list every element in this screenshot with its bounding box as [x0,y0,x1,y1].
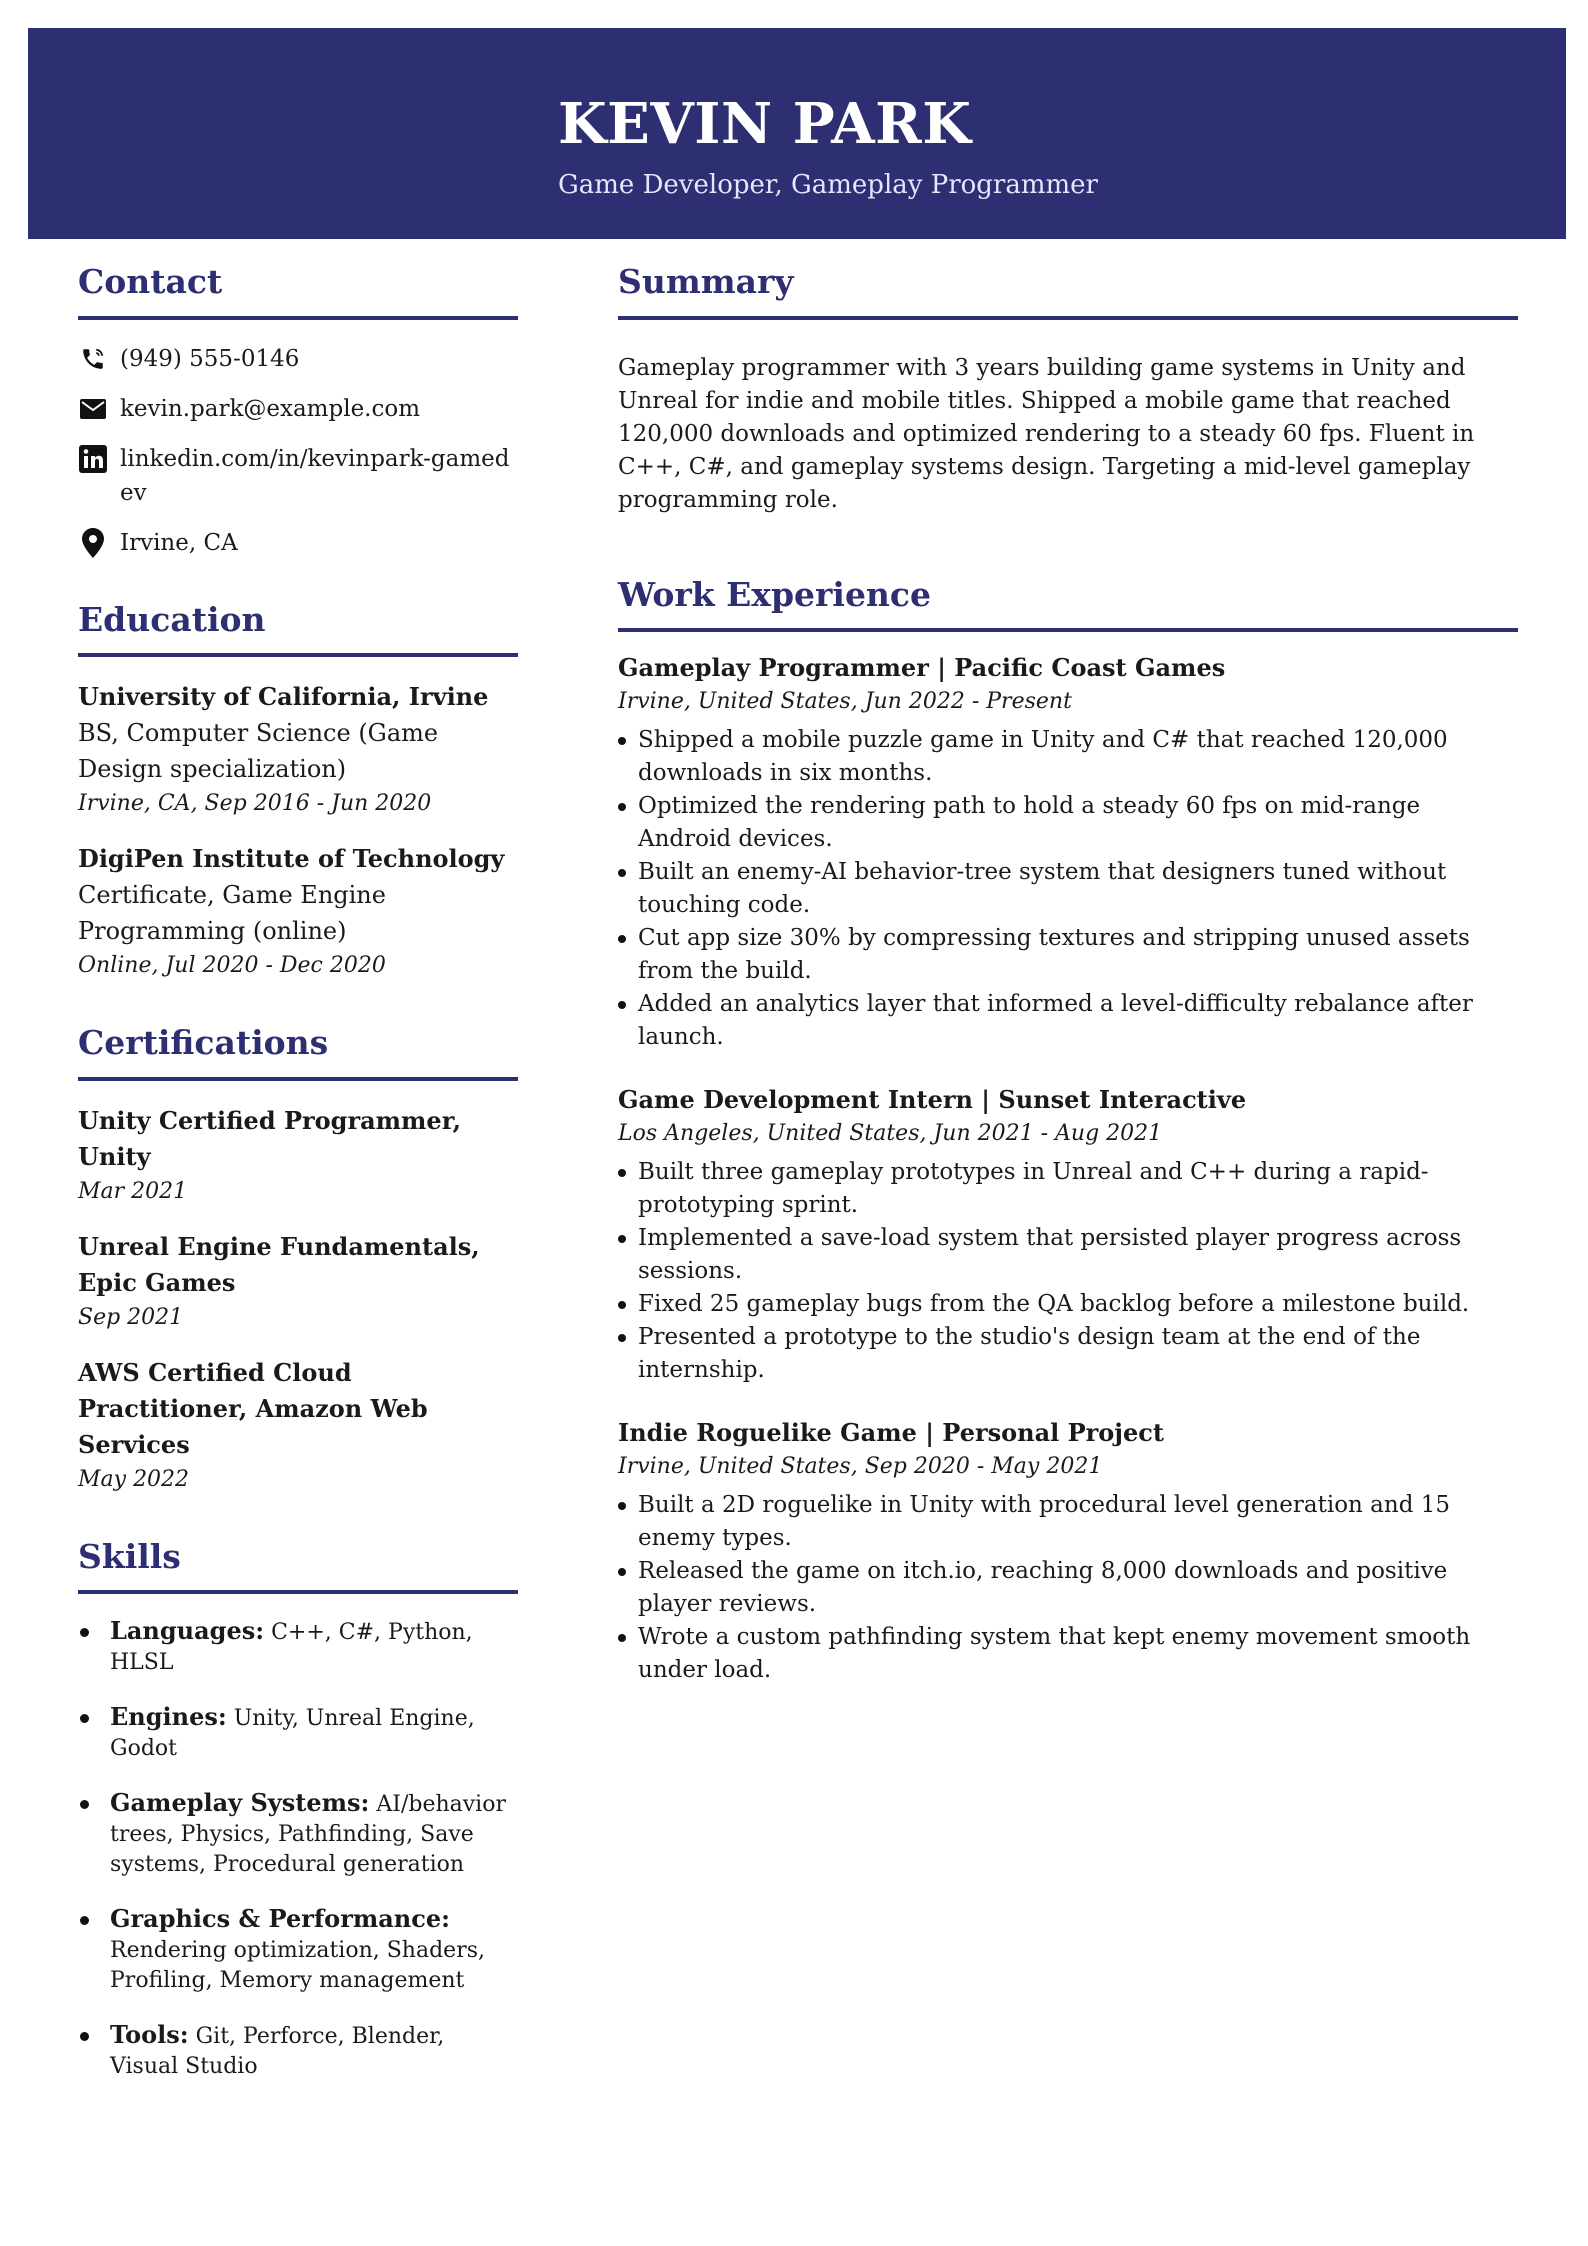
education-institution: University of California, Irvine [78,682,489,712]
contact-email [78,392,518,426]
job-entry [618,650,1518,1054]
skills-section [78,1537,518,2083]
education-meta: Online, Jul 2020 - Dec 2020 [78,953,386,979]
skill-label: Graphics & Performance: [110,1904,450,1934]
summary-heading: Summary [618,262,1518,320]
skill-label: Engines: [110,1702,227,1732]
contact-heading: Contact [78,262,518,320]
job-meta: Los Angeles, United States, Jun 2021 - Aug 2021 [618,1121,1163,1147]
education-section [78,600,518,984]
email-link[interactable]: kevin.park@example.com [120,395,421,422]
education-heading: Education [78,600,518,658]
skill-value: AI/behavior trees, Physics, Pathfinding, Save systems, Procedural generation [110,1792,506,1878]
linkedin-icon [78,442,108,476]
job-bullets [618,724,1518,1054]
certification-date: May 2022 [78,1466,190,1492]
job-bullet: Implemented a save-load system that persisted player progress across sessions. [618,1222,1518,1288]
certification-name: Unity Certified Programmer, Unity [78,1105,461,1171]
skill-value: Unity, Unreal Engine, Godot [110,1706,475,1762]
certification-item [78,1355,518,1497]
skill-item [78,1616,518,1678]
job-entry [618,1082,1518,1387]
experience-heading: Work Experience [618,575,1518,633]
email-icon [78,392,108,426]
resume-header [28,28,1566,239]
education-degree: Certificate, Game Engine Programming (online) [78,881,386,946]
skill-item [78,2020,518,2082]
job-bullet: Shipped a mobile puzzle game in Unity and C# that reached 120,000 downloads in six months. [618,724,1518,790]
job-bullet: Released the game on itch.io, reaching 8,000 downloads and positive player reviews. [618,1555,1518,1621]
certifications-heading: Certifications [78,1023,518,1081]
certification-date: Sep 2021 [78,1304,184,1330]
skill-value: Rendering optimization, Shaders, Profiling, Memory management [110,1938,485,1994]
job-bullets [618,1489,1518,1687]
location-text: Irvine, CA [120,529,238,556]
job-bullet: Cut app size 30% by compressing textures and stripping unused assets from the build. [618,922,1518,988]
job-title: Game Development Intern | Sunset Interactive [618,1085,1247,1115]
education-degree: BS, Computer Science (Game Design specialization) [78,719,439,784]
skill-label: Gameplay Systems: [110,1788,370,1818]
job-bullet: Optimized the rendering path to hold a steady 60 fps on mid-range Android devices. [618,790,1518,856]
job-bullet: Built a 2D roguelike in Unity with procedural level generation and 15 enemy types. [618,1489,1518,1555]
contact-location [78,526,518,560]
certification-date: Mar 2021 [78,1178,188,1204]
education-institution: DigiPen Institute of Technology [78,844,505,874]
skill-label: Languages: [110,1616,265,1646]
skill-item [78,1702,518,1764]
job-bullets [618,1156,1518,1387]
candidate-title: Game Developer, Gameplay Programmer [558,170,1098,200]
job-bullet: Wrote a custom pathfinding system that kept enemy movement smooth under load. [618,1621,1518,1687]
job-bullet: Presented a prototype to the studio's design team at the end of the internship. [618,1321,1518,1387]
job-entry [618,1415,1518,1687]
certifications-section [78,1023,518,1497]
job-bullet: Added an analytics layer that informed a level-difficulty rebalance after launch. [618,988,1518,1054]
candidate-name: KEVIN PARK [558,91,972,157]
summary-text: Gameplay programmer with 3 years building game systems in Unity and Unreal for indie and mobile titles. Shipped a mobile game that reached 120,000 downloads and optimized rendering to a steady 60 fps. Fluent in C++, C#, and gameplay systems design. Targeting a mid-level gameplay programming role. [618,354,1475,513]
job-title: Gameplay Programmer | Pacific Coast Games [618,653,1226,683]
certification-name: Unreal Engine Fundamentals, Epic Games [78,1231,480,1297]
right-column [618,262,1518,1715]
skill-value: Git, Perforce, Blender, Visual Studio [110,2024,445,2080]
experience-section [618,575,1518,1688]
job-meta: Irvine, United States, Jun 2022 - Present [618,689,1072,715]
skills-heading: Skills [78,1537,518,1595]
skills-list [78,1616,518,2082]
phone-icon [78,342,108,376]
linkedin-link[interactable]: linkedin.com/in/kevinpark-gamedev [120,445,510,506]
certification-item [78,1103,518,1209]
contact-linkedin [78,442,518,510]
location-pin-icon [78,526,108,560]
education-meta: Irvine, CA, Sep 2016 - Jun 2020 [78,791,432,817]
summary-section [618,262,1518,517]
skill-item [78,1788,518,1880]
job-bullet: Built an enemy-AI behavior-tree system that designers tuned without touching code. [618,856,1518,922]
contact-phone [78,342,518,376]
job-bullet: Fixed 25 gameplay bugs from the QA backlog before a milestone build. [618,1288,1518,1321]
left-column [78,262,518,2106]
phone-text: (949) 555-0146 [120,345,300,372]
certification-name: AWS Certified Cloud Practitioner, Amazon Web Services [78,1357,428,1459]
skill-item [78,1904,518,1996]
job-meta: Irvine, United States, Sep 2020 - May 2021 [618,1454,1103,1480]
certification-item [78,1229,518,1335]
job-title: Indie Roguelike Game | Personal Project [618,1418,1164,1448]
skill-value: C++, C#, Python, HLSL [110,1620,473,1676]
education-item [78,679,518,821]
education-item [78,841,518,983]
contact-section [78,262,518,560]
skill-label: Tools: [110,2020,189,2050]
job-bullet: Built three gameplay prototypes in Unreal and C++ during a rapid-prototyping sprint. [618,1156,1518,1222]
